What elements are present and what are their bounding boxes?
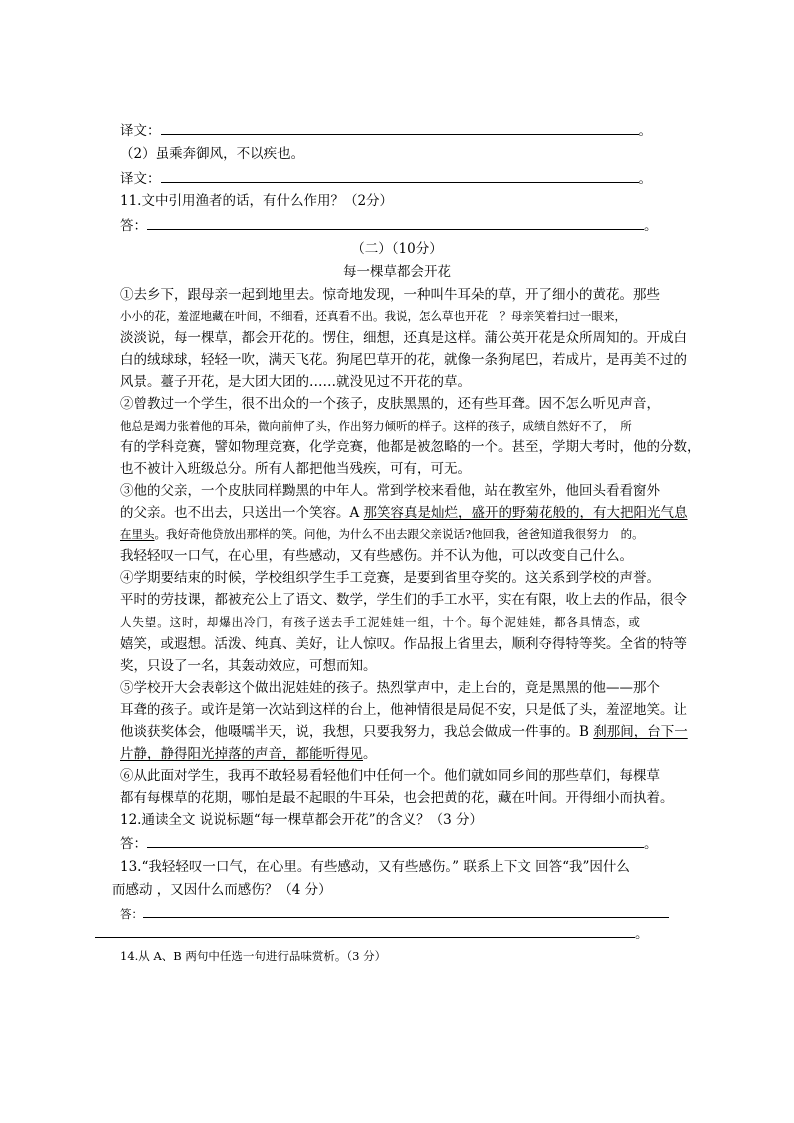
paragraph-1-line: 风景。薹子开花，是大团大团的……就没见过不开花的草。 xyxy=(120,374,471,390)
answer-blank[interactable] xyxy=(161,120,639,135)
paragraph-5-text: 他谈获奖体会，他嗫嚅半天，说，我想，只要我努力，我总会做成一件事的。B xyxy=(120,724,594,740)
answer-blank[interactable] xyxy=(95,923,635,938)
paragraph-4-line: 人失望。这时，却爆出冷门，有孩子送去手工泥娃娃一组，十个。每个泥娃娃，都各具情态，或 xyxy=(120,615,641,629)
answer-blank[interactable] xyxy=(161,168,639,183)
paragraph-3-line xyxy=(120,524,644,544)
question-11: 11.文中引用渔者的话，有什么作用？（2分） xyxy=(120,193,394,209)
question-13-line: 13.“我轻轻叹一口气，在心里。有些感动，又有些感伤。” 联系上下文 回答“我”因什么 xyxy=(120,859,630,875)
paragraph-1-line: ①去乡下，跟母亲一起到地里去。惊奇地发现，一种叫牛耳朵的草，开了细小的黄花。那些 xyxy=(120,287,660,303)
paragraph-5-line xyxy=(120,744,377,764)
answer-blank[interactable] xyxy=(147,215,644,230)
question-14: 14.从 A、B 两句中任选一句进行品味赏析。（3 分） xyxy=(120,949,387,963)
q11-answer xyxy=(120,215,658,236)
answer-end-punct: 。 xyxy=(635,926,649,942)
q10-sub-question-2: （2）虽乘奔御风，不以疾也。 xyxy=(120,146,305,162)
paragraph-3-line xyxy=(120,503,688,523)
paragraph-5-line: 耳聋的孩子。或许是第一次站到这样的台上，他神情很是局促不安，只是低了头，羞涩地笑。让 xyxy=(120,702,687,718)
question-12: 12.通读全文 说说标题“每一棵草都会开花”的含义？（3 分） xyxy=(120,812,483,828)
q13-answer-continued xyxy=(95,923,649,944)
answer-blank[interactable] xyxy=(143,903,669,918)
paragraph-2-line: 也不被计入班级总分。所有人都把他当残疾，可有，可无。 xyxy=(120,461,471,477)
paragraph-2-line: ②曾教过一个学生，很不出众的一个孩子，皮肤黑黑的，还有些耳聋。因不怎么听见声音， xyxy=(120,396,660,412)
paragraph-4-line: 奖，只设了一名，其轰动效应，可想而知。 xyxy=(120,658,377,674)
paragraph-1-line: 白的绒球球，轻轻一吹，满天飞花。狗尾巴草开的花，就像一条狗尾巴，若成片，是再美不过的 xyxy=(120,352,687,368)
paragraph-2-line: 他总是竭力张着他的耳朵，微向前伸了头，作出努力倾听的样子。这样的孩子，成绩自然好不了， 所 xyxy=(120,419,632,433)
answer-label: 答： xyxy=(120,218,147,234)
paragraph-5-line: ⑤学校开大会表彰这个做出泥娃娃的孩子。热烈掌声中，走上台的，竟是黑黑的他——那个 xyxy=(120,680,660,696)
paragraph-1-line: 小小的花，羞涩地藏在叶间，不细看，还真看不出。我说，怎么草也开花 ？母亲笑着扫过一眼来， xyxy=(120,309,626,323)
paragraph-5-line xyxy=(120,722,688,742)
paragraph-4-line: 嬉笑，或遐想。活泼、纯真、美好，让人惊叹。作品报上省里去，顺利夺得特等奖。全省的特等 xyxy=(120,636,687,652)
paragraph-4-line: 平时的劳技课，都被充公上了语文、数学，学生们的手工水平，实在有限，收上去的作品，很令 xyxy=(120,592,687,608)
paragraph-6-line: ⑥从此面对学生，我再不敢轻易看轻他们中任何一个。他们就如同乡间的那些草们，每棵草 xyxy=(120,768,660,784)
q10-answer-2 xyxy=(120,168,652,189)
sentence-b-underlined: 刹那间，台下一 xyxy=(593,724,688,740)
paragraph-6-line: 都有每棵草的花期，哪怕是最不起眼的牛耳朵，也会把黄的花，藏在叶间。开得细小而执着。 xyxy=(120,790,674,806)
answer-end-punct: 。 xyxy=(644,836,658,852)
answer-blank[interactable] xyxy=(147,833,644,848)
answer-label: 答： xyxy=(120,836,147,852)
answer-label: 答： xyxy=(120,907,143,921)
section-heading: （二）（10分） xyxy=(351,241,443,257)
answer-label: 译文： xyxy=(120,171,161,187)
question-13-line: 而感动 ，又因什么而感伤？（4 分） xyxy=(112,882,332,898)
paragraph-3-line: 我轻轻叹一口气，在心里，有些感动，又有些感伤。并不认为他，可以改变自己什么。 xyxy=(120,548,633,564)
sentence-a-underlined: 在里头 xyxy=(120,527,155,541)
passage-title: 每一棵草都会开花 xyxy=(343,264,451,280)
paragraph-3-text: 的父亲。也不出去，只送出一个笑容。A xyxy=(120,505,364,521)
q10-answer-1 xyxy=(120,120,652,141)
answer-end-punct: 。 xyxy=(644,218,658,234)
paragraph-5-text: 。 xyxy=(363,746,377,762)
q13-answer xyxy=(120,903,669,924)
q12-answer xyxy=(120,833,658,854)
sentence-a-underlined: 那笑容真是灿烂，盛开的野菊花般的，有大把阳光气息 xyxy=(363,505,688,521)
paragraph-2-line: 有的学科竞赛，譬如物理竞赛，化学竞赛，他都是被忽略的一个。甚至，学期大考时，他的分数， xyxy=(120,439,701,455)
sentence-b-underlined: 片静，静得阳光掉落的声音，都能听得见 xyxy=(120,746,363,762)
paragraph-1-line: 淡淡说，每一棵草，都会开花的。愣住，细想，还真是这样。蒲公英开花是众所周知的。开成白 xyxy=(120,330,687,346)
answer-end-punct: 。 xyxy=(638,123,652,139)
answer-label: 译文： xyxy=(120,123,161,139)
paragraph-3-line: ③他的父亲，一个皮肤同样黝黑的中年人。常到学校来看他，站在教室外，他回头看看窗外 xyxy=(120,483,660,499)
answer-end-punct: 。 xyxy=(638,171,652,187)
paragraph-3-text: 。我好奇他贷放出那样的笑。问他，为什么不出去跟父亲说话?他回我，爸爸知道我很努力 的。 xyxy=(154,527,644,541)
paragraph-4-line: ④学期要结束的时候，学校组织学生手工竞赛，是要到省里夺奖的。这关系到学校的声誉。 xyxy=(120,570,660,586)
